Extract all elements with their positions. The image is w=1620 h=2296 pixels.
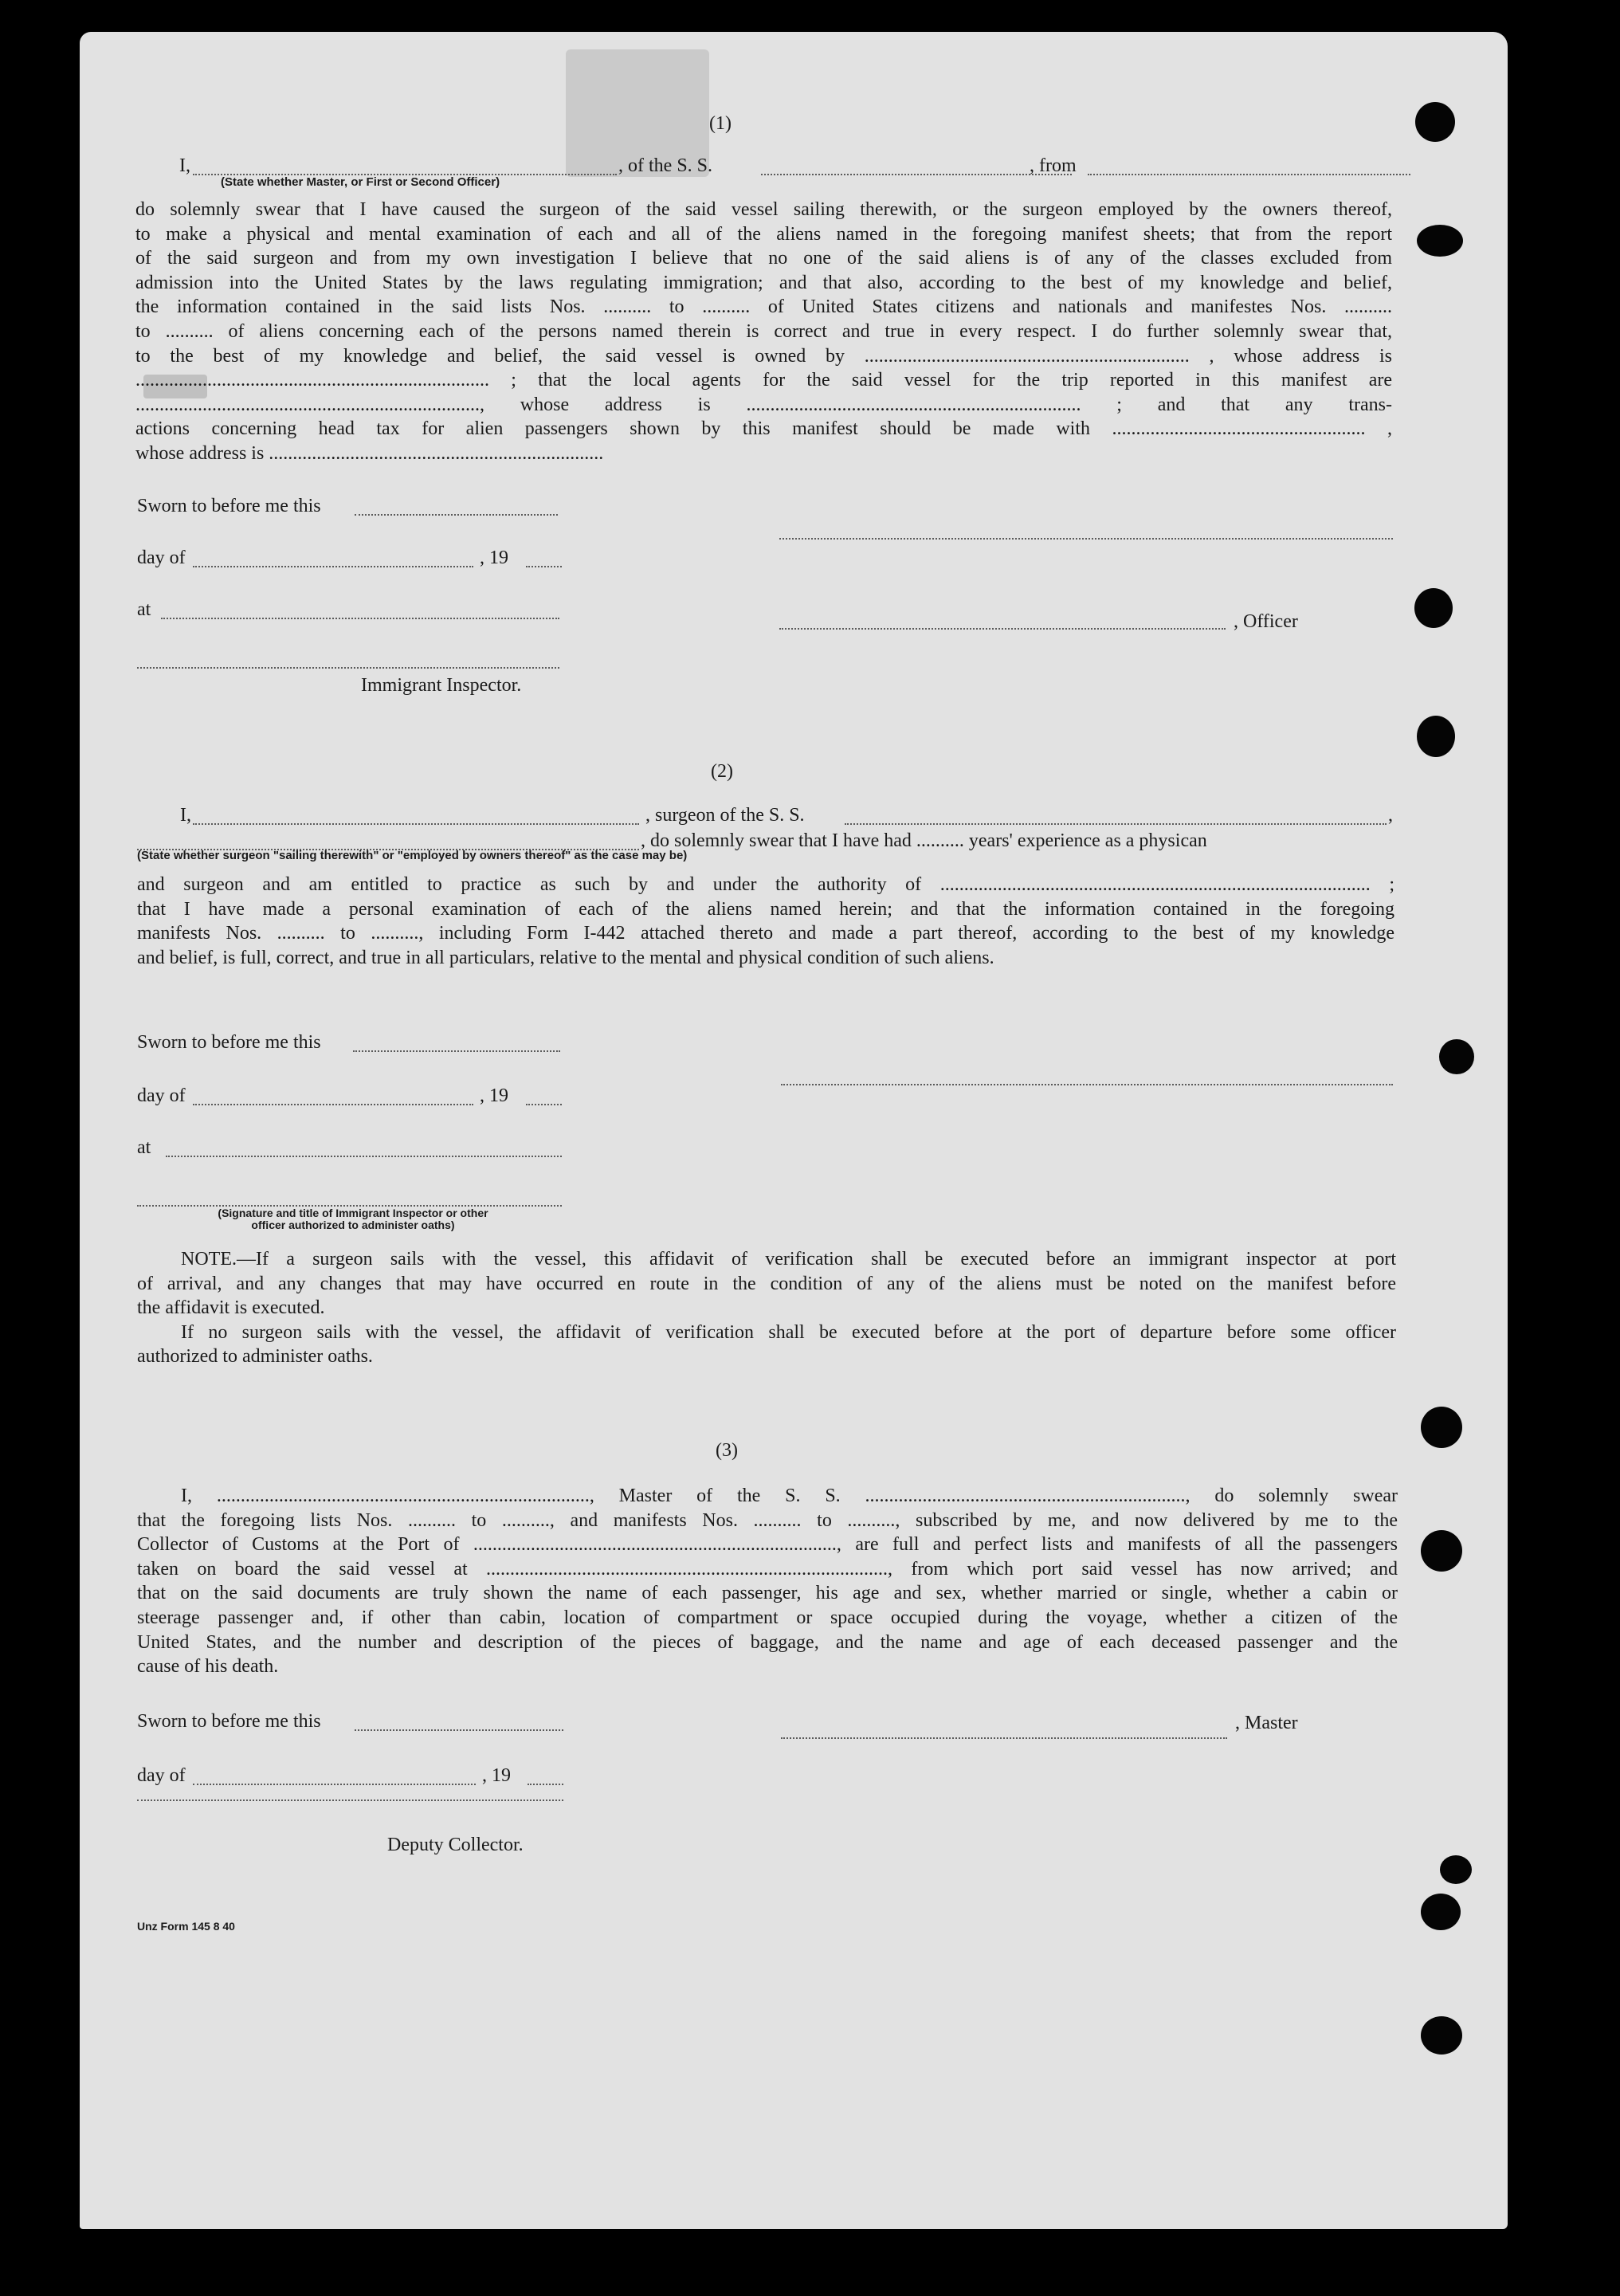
sworn-label-2: Sworn to before me this bbox=[137, 1032, 321, 1053]
surgeon-vessel-field[interactable] bbox=[845, 823, 1387, 825]
note-line: authorized to administer oaths. bbox=[137, 1346, 373, 1368]
day-of-label-2: day of bbox=[137, 1085, 186, 1106]
section-2-body bbox=[137, 873, 1394, 970]
surgeon-name-field[interactable] bbox=[193, 823, 639, 825]
comma-end: , bbox=[1388, 805, 1393, 826]
section-3-line: that on the said documents are truly shown the name of each passenger, his age and sex, whether married or single, whether a cabin or bbox=[137, 1583, 1398, 1604]
year-label-2: , 19 bbox=[480, 1085, 508, 1106]
year-label-1: , 19 bbox=[480, 548, 508, 568]
section-3-line: cause of his death. bbox=[137, 1656, 279, 1678]
section-1-line: actions concerning head tax for alien passengers shown by this manifest should be made with ..................................................... , bbox=[135, 418, 1392, 440]
sworn-label-3: Sworn to before me this bbox=[137, 1711, 321, 1732]
section-3-line: I, .............................................................................., Master of the S. S. ..................................................................., do solemnly swear bbox=[181, 1486, 1398, 1506]
sworn-date-field-2[interactable] bbox=[353, 1050, 560, 1052]
section-2-line: and surgeon and am entitled to practice as such by and under the authority of .......................................................................................... ; bbox=[137, 874, 1394, 895]
section-1-ss-label: , of the S. S. bbox=[618, 155, 713, 176]
section-1-line: to .......... of aliens concerning each of the persons named therein is correct and true in every respect. I do further solemnly swear that, bbox=[135, 320, 1392, 342]
note-line: of arrival, and any changes that may have occurred en route in the condition of any of the aliens must be noted on the manifest before bbox=[137, 1273, 1396, 1294]
section-3-number: (3) bbox=[716, 1440, 738, 1461]
binder-hole bbox=[1421, 2016, 1462, 2055]
day-field-3[interactable] bbox=[193, 1784, 476, 1785]
year-field-1[interactable] bbox=[526, 566, 562, 567]
section-2-line: and belief, is full, correct, and true in all particulars, relative to the mental and physical condition of such aliens. bbox=[137, 947, 994, 968]
section-2-ss-label: , surgeon of the S. S. bbox=[645, 805, 805, 826]
master-signature-field[interactable] bbox=[781, 1737, 1227, 1739]
officer-rank-note: (State whether Master, or First or Second Officer) bbox=[221, 175, 500, 189]
day-of-label-1: day of bbox=[137, 548, 186, 568]
surgeon-signature-field[interactable] bbox=[781, 1084, 1393, 1085]
officer-signature-field[interactable] bbox=[779, 628, 1226, 630]
deputy-collector-signature-field[interactable] bbox=[137, 1800, 563, 1801]
section-2-line: that I have made a personal examination of each of the aliens named herein; and that the information contained in the foregoing bbox=[137, 898, 1394, 920]
section-1-from-label: , from bbox=[1030, 155, 1077, 176]
section-2-number: (2) bbox=[711, 761, 733, 782]
sworn-date-field-3[interactable] bbox=[355, 1729, 563, 1731]
officer-signature-field-top[interactable] bbox=[779, 538, 1393, 540]
section-1-line: .......................................................................... ; that the local agents for the said vessel for the trip reported in this manifest are bbox=[135, 370, 1392, 391]
at-label-1: at bbox=[137, 599, 151, 620]
section-3-line: Collector of Customs at the Port of ............................................................................, are full and perfect lists and manifests of all the passengers bbox=[137, 1534, 1398, 1556]
from-port-field[interactable] bbox=[1088, 174, 1410, 175]
year-field-2[interactable] bbox=[526, 1104, 562, 1105]
at-field-2[interactable] bbox=[166, 1156, 562, 1157]
surgeon-status-note: (State whether surgeon "sailing therewith" or "employed by owners thereof" as the case may be) bbox=[137, 849, 688, 862]
section-1-line: the information contained in the said lists Nos. .......... to .......... of United States citizens and nationals and manifestes Nos. .......... bbox=[135, 296, 1392, 318]
binder-hole bbox=[1440, 1855, 1472, 1884]
note-line: the affidavit is executed. bbox=[137, 1297, 325, 1319]
section-3-line: taken on board the said vessel at ...................................................................................., from which port said vessel has now arrived; and bbox=[137, 1558, 1398, 1580]
binder-hole bbox=[1415, 102, 1455, 142]
section-3-line: United States, and the number and description of the pieces of baggage, and the name and age of each deceased passenger and the bbox=[137, 1631, 1398, 1653]
section-1-line: ........................................................................, whose address is ...................................................................... ; and that any trans- bbox=[135, 394, 1392, 415]
deputy-collector-label: Deputy Collector. bbox=[387, 1835, 524, 1855]
section-2-i: I, bbox=[180, 805, 191, 826]
immigrant-inspector-label: Immigrant Inspector. bbox=[361, 675, 522, 696]
at-field-1[interactable] bbox=[161, 618, 559, 619]
vessel-name-field[interactable] bbox=[761, 174, 1072, 175]
binder-hole bbox=[1421, 1407, 1462, 1448]
officer-label: , Officer bbox=[1234, 611, 1298, 632]
sworn-label-1: Sworn to before me this bbox=[137, 496, 321, 516]
section-1-line: do solemnly swear that I have caused the surgeon of the said vessel sailing therewith, or the surgeon employed by the owners thereof, bbox=[135, 199, 1392, 220]
section-1-line: admission into the United States by the laws regulating immigration; and that also, according to the best of my knowledge and belief, bbox=[135, 272, 1392, 293]
section-2-note bbox=[137, 1247, 1396, 1369]
year-field-3[interactable] bbox=[528, 1784, 563, 1785]
section-2-line: manifests Nos. .......... to .........., including Form I-442 attached thereto and made a part thereof, according to the best of my knowledge bbox=[137, 923, 1394, 944]
binder-hole bbox=[1417, 716, 1455, 757]
section-3-line: steerage passenger and, if other than cabin, location of compartment or space occupied during the voyage, whether a citizen of the bbox=[137, 1607, 1398, 1628]
inspector-signature-field[interactable] bbox=[137, 667, 559, 669]
section-1-body bbox=[135, 198, 1392, 466]
binder-hole bbox=[1417, 225, 1463, 257]
section-1-line: whose address is ...................................................................... bbox=[135, 442, 604, 464]
sworn-date-field-1[interactable] bbox=[355, 514, 558, 516]
day-field-1[interactable] bbox=[193, 566, 473, 567]
section-1-line: to the best of my knowledge and belief, the said vessel is owned by .................................................................... , whose address is bbox=[135, 345, 1392, 367]
binder-hole bbox=[1414, 588, 1453, 628]
section-3-line: that the foregoing lists Nos. .......... to .........., and manifests Nos. .......... to .........., subscribed by me, and now delivered by me to the bbox=[137, 1509, 1398, 1531]
note-line: If no surgeon sails with the vessel, the affidavit of verification shall be executed before at the port of departure before some officer bbox=[181, 1321, 1396, 1343]
binder-hole bbox=[1421, 1894, 1461, 1930]
surgeon-experience-line: , do solemnly swear that I have had .......... years' experience as a physican bbox=[641, 830, 1207, 851]
at-label-2: at bbox=[137, 1137, 151, 1158]
master-label: , Master bbox=[1235, 1713, 1298, 1733]
section-3-body bbox=[137, 1484, 1398, 1679]
section-1-line: of the said surgeon and from my own investigation I believe that no one of the said aliens is of any of the classes excluded from bbox=[135, 248, 1392, 269]
binder-hole bbox=[1439, 1039, 1474, 1074]
section-1-line: to make a physical and mental examination of each and all of the aliens named in the foregoing manifest sheets; that from the report bbox=[135, 223, 1392, 245]
note-line: NOTE.—If a surgeon sails with the vessel, this affidavit of verification shall be executed before an immigrant inspector at port bbox=[181, 1249, 1396, 1270]
section-1-i: I, bbox=[179, 155, 190, 176]
signature-title-note-1: (Signature and title of Immigrant Inspector or other bbox=[218, 1207, 488, 1219]
manifest-affidavit-page bbox=[80, 32, 1508, 2229]
form-number: Unz Form 145 8 40 bbox=[137, 1920, 235, 1933]
year-label-3: , 19 bbox=[482, 1765, 511, 1786]
day-of-label-3: day of bbox=[137, 1765, 186, 1786]
signature-title-note-2: officer authorized to administer oaths) bbox=[251, 1219, 455, 1231]
binder-hole bbox=[1421, 1530, 1462, 1572]
section-1-number: (1) bbox=[709, 113, 732, 134]
day-field-2[interactable] bbox=[193, 1104, 473, 1105]
